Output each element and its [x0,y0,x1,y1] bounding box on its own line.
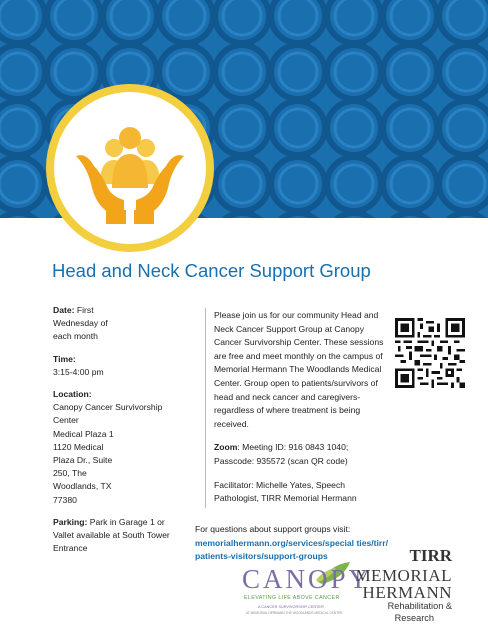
date-label: Date: [53,305,75,315]
zoom-passcode: Passcode: 935572 (scan QR code) [214,455,348,466]
parking-value-2: Vallet available at South Tower [53,530,170,541]
time-value: 3:15-4:00 pm [53,366,104,377]
support-groups-link-continued[interactable]: patients-visitors/support-groups [195,551,328,562]
canopy-subtitle: A CANCER SURVIVORSHIP CENTER [258,605,324,609]
hermann-wordmark: HERMANN [362,583,452,602]
description-text: Please join us for our community Head and Neck Cancer Support Group at Canopy Cancer Survivorship Center. These sessions are free and meet monthly on the campus of Memorial Hermann The Woodlands Medical Center. Group open to patients/survivors of head and neck cancer and caregivers- regardless of where treatment is being received. [214,310,384,429]
date-block [53,304,193,344]
date-value-1: First [74,305,94,315]
location-line: 250, The [53,468,87,479]
location-line: 1120 Medical [53,441,104,452]
zoom-info [214,441,392,468]
support-groups-link[interactable]: memorialhermann.org/services/special ties/tirr/ [195,537,388,548]
tirr-memorial-hermann-logo [355,546,474,626]
date-value-2: Wednesday of [53,318,108,329]
event-description [214,309,392,516]
tirr-wordmark: TIRR [409,546,452,565]
location-line: Medical Plaza 1 [53,428,114,439]
facilitator-text: Facilitator: Michelle Yates, Speech Pathologist, TIRR Memorial Hermann [214,479,357,504]
location-label: Location: [53,389,92,400]
parking-block [53,516,193,556]
research-text: Research [394,613,434,623]
rehab-text: Rehabilitation & [387,601,452,611]
parking-value-1: Park in Garage 1 or [87,516,165,527]
page-title: Head and Neck Cancer Support Group [52,260,371,281]
zoom-meeting: : Meeting ID: 916 0843 1040; [237,442,349,453]
contact-text: For questions about support groups visit: [195,524,351,534]
parking-value-3: Entrance [53,543,88,554]
emblem-background [54,92,206,244]
date-value-3: each month [53,331,98,342]
support-emblem [46,84,214,252]
column-divider [205,308,206,508]
zoom-label: Zoom [214,442,238,453]
location-block [53,388,193,507]
location-line: Center [53,415,79,426]
location-line: Plaza Dr., Suite [53,455,113,466]
event-details [53,304,193,564]
time-block [53,353,193,379]
location-line: Woodlands, TX [53,481,112,492]
memorial-wordmark: MEMORIAL [355,566,452,585]
canopy-logo [242,560,372,622]
location-line: 77380 [53,494,77,505]
canopy-tagline: ELEVATING LIFE ABOVE CANCER [244,595,340,601]
location-line: Canopy Cancer Survivorship [53,402,163,413]
people-in-hands-icon [54,92,206,244]
qr-code-icon[interactable] [395,318,465,388]
parking-label: Parking: [53,516,88,527]
canopy-location: AT MEMORIAL HERMANN THE WOODLANDS MEDICAL CENTER [246,611,343,615]
time-label: Time: [53,353,76,364]
canopy-wordmark: CANOPY [242,564,372,594]
contact-info [195,523,390,564]
